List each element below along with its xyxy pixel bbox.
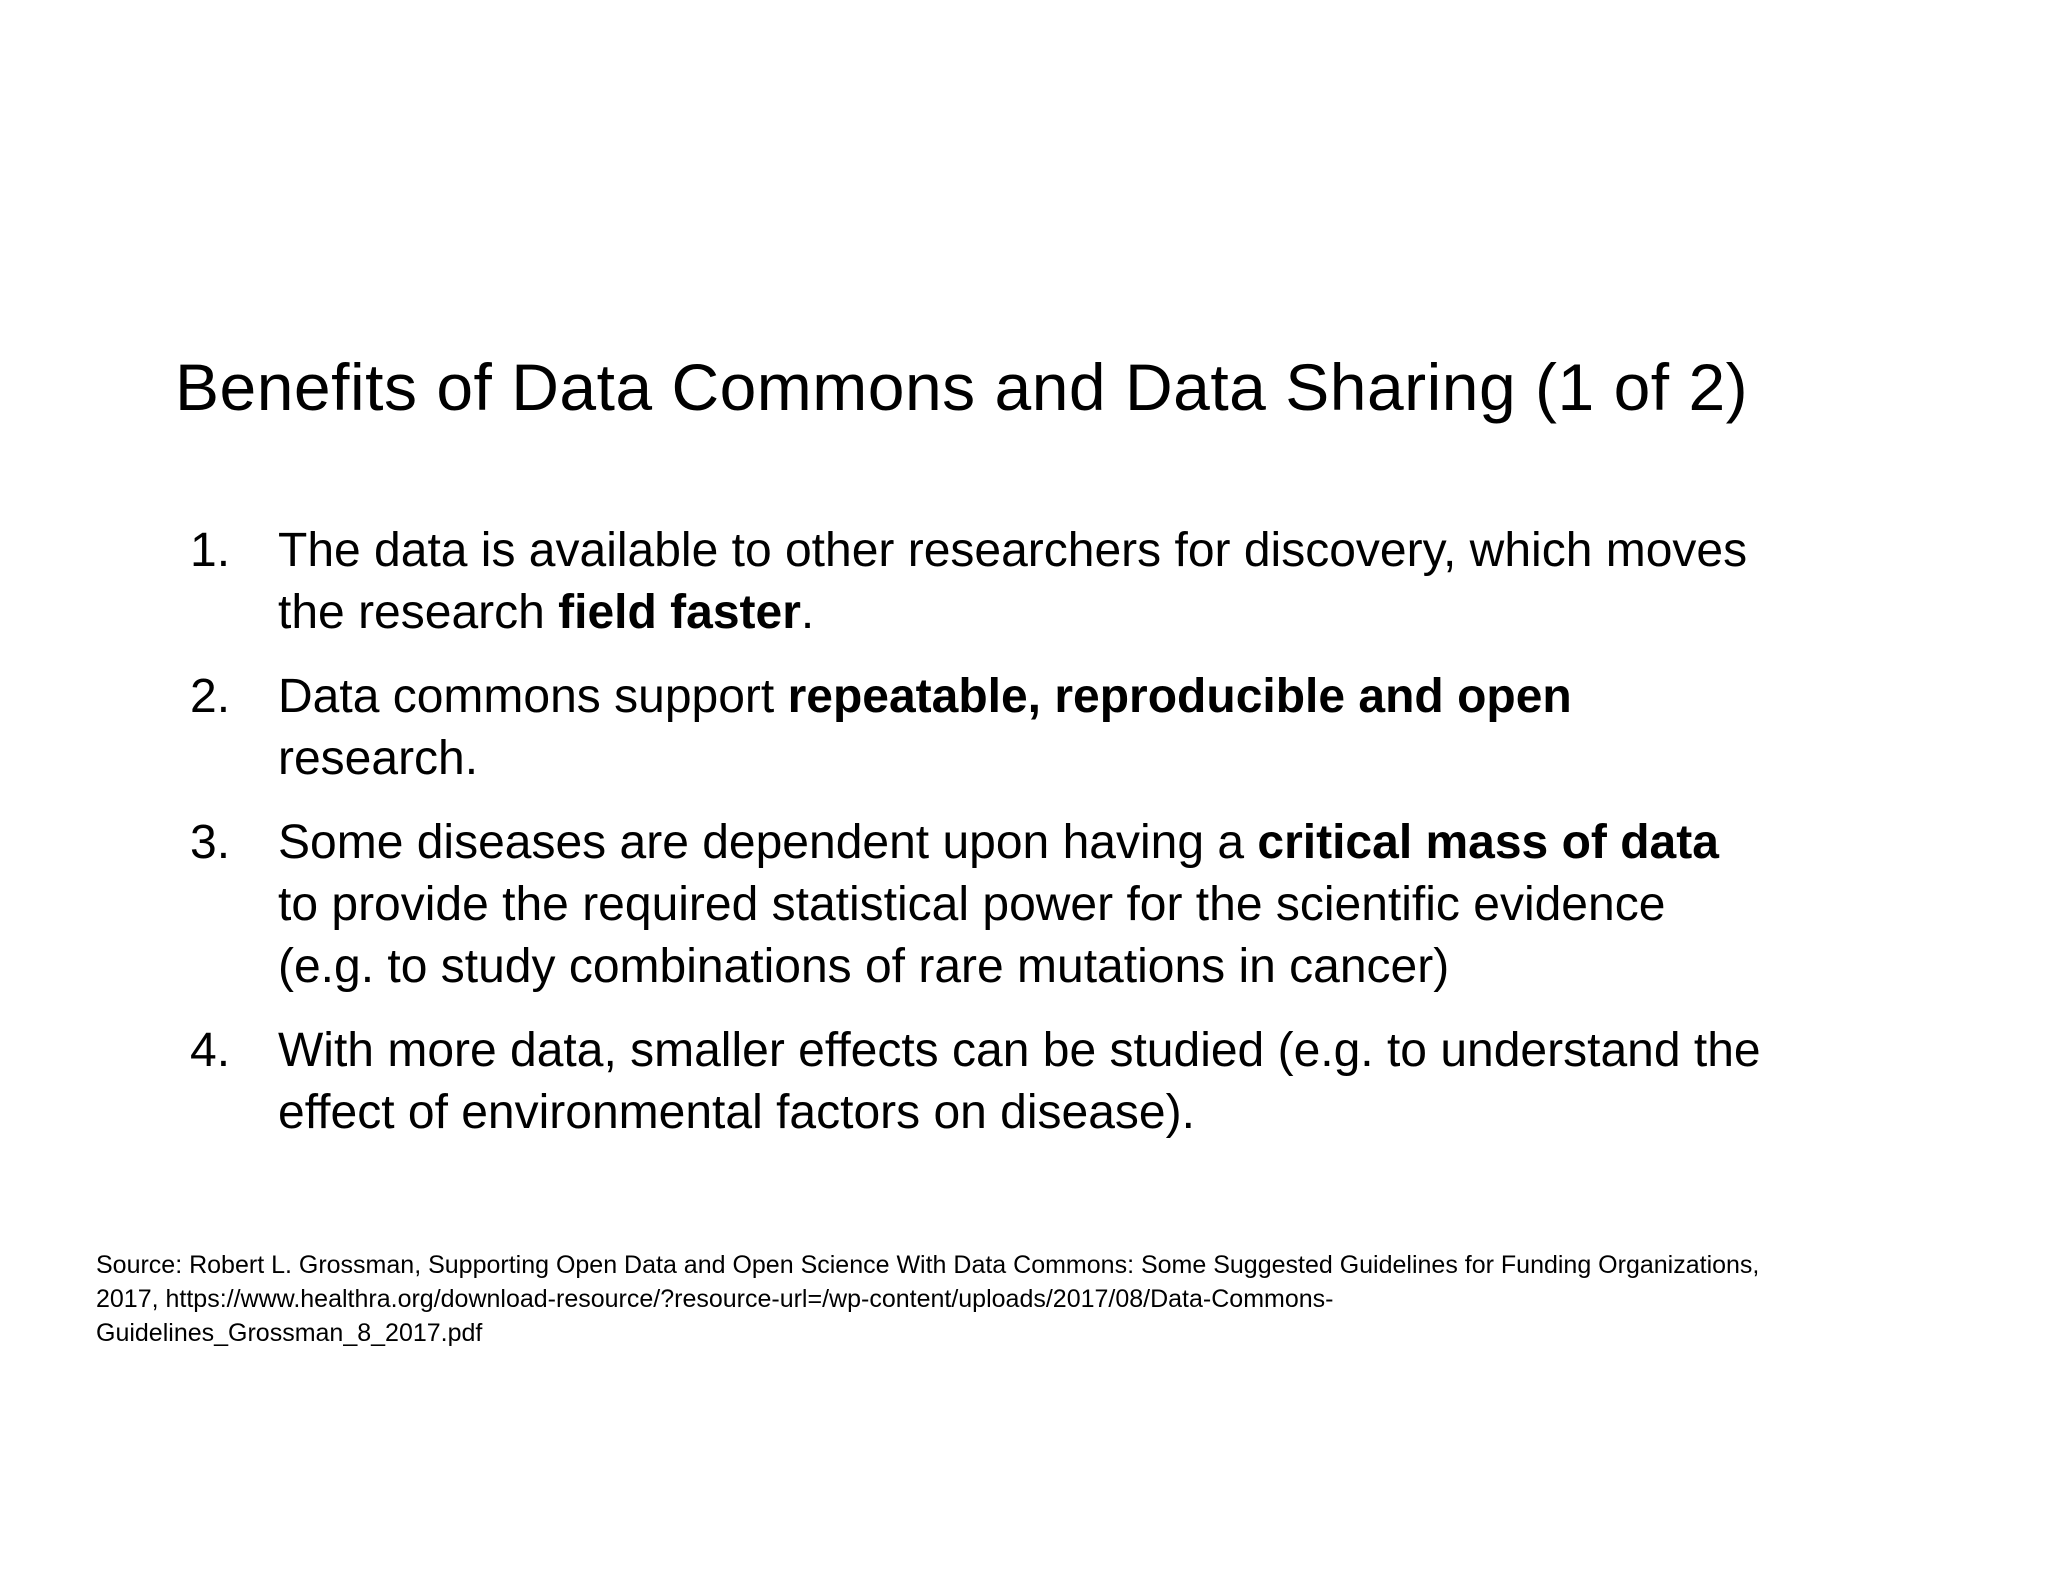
item-text-after: to provide the required statistical power for the scientific evidence (e.g. to study combinations of rare mutations in cancer) [278, 878, 1666, 993]
source-line-2: 2017, https://www.healthra.org/download-resource/?resource-url=/wp-content/uploads/2017/08/Data-Commons- [96, 1285, 1334, 1313]
item-text: With more data, smaller effects can be studied (e.g. to understand the effect of environmental factors on disease). [278, 1024, 1761, 1139]
source-line-3: Guidelines_Grossman_8_2017.pdf [96, 1319, 483, 1347]
source-line-1: Source: Robert L. Grossman, Supporting Open Data and Open Science With Data Commons: Some Suggested Guidelines for Funding Organizations, [96, 1251, 1760, 1279]
item-number: 4. [190, 1024, 231, 1077]
benefit-list [190, 520, 1770, 1166]
item-text-after: . [800, 586, 815, 639]
list-item-1 [190, 520, 1778, 644]
list-item-3 [190, 812, 1748, 998]
item-text: Some diseases are dependent upon having a [278, 816, 1258, 869]
item-number: 2. [190, 670, 231, 723]
item-number: 3. [190, 816, 231, 869]
list-item-2 [190, 666, 1778, 790]
list-item-4 [190, 1020, 1778, 1144]
item-bold-text: field faster [558, 586, 801, 639]
item-text: The data is available to other researchers for discovery, which moves the research [278, 524, 1748, 639]
slide-title: Benefits of Data Commons and Data Sharing (1 of 2) [175, 350, 1749, 424]
item-number: 1. [190, 524, 231, 577]
item-bold-text: critical mass of data [1257, 816, 1719, 869]
item-bold-text: repeatable, reproducible and open [787, 670, 1572, 723]
item-text-after: research. [278, 732, 479, 785]
source-note [96, 1248, 1896, 1350]
item-text: Data commons support [278, 670, 788, 723]
